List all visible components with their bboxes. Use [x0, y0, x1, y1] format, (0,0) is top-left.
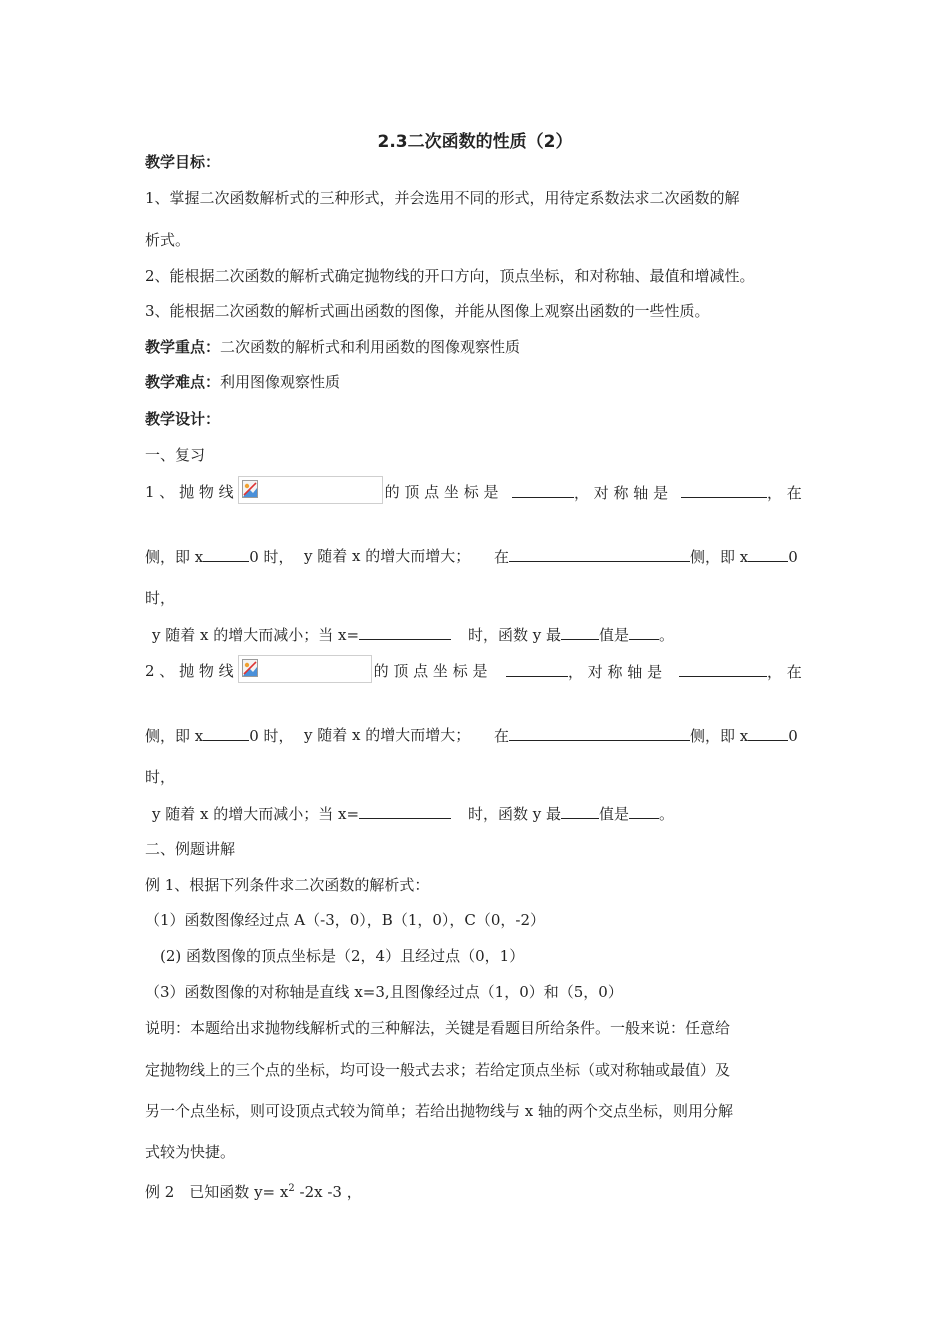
q2-vertex-blank[interactable]	[506, 661, 568, 677]
examples-heading: 二、例题讲解	[145, 840, 236, 858]
q1-sign-blank-1[interactable]	[203, 546, 249, 562]
note-line-1: 说明：本题给出求抛物线解析式的三种解法，关键是看题目所给条件。一般来说：任意给	[145, 1019, 731, 1037]
formula-image-2	[238, 655, 372, 683]
q2-axis-blank[interactable]	[679, 661, 767, 677]
design-heading: 教学设计：	[145, 410, 221, 428]
q2-x-blank[interactable]	[359, 803, 451, 819]
difficulty-label: 教学难点：	[145, 373, 221, 391]
note-line-3: 另一个点坐标，则可设顶点式较为简单；若给出抛物线与 x 轴的两个交点坐标，则用分解	[145, 1102, 733, 1120]
q1-increase: y 随着 x 的增大而增大；	[304, 547, 471, 565]
q2-side-b: 侧，即 x	[690, 727, 749, 745]
page-title: 2.3二次函数的性质（2）	[377, 132, 573, 152]
q2-value-is: 值是	[599, 805, 630, 823]
q1-side-blank[interactable]	[509, 546, 690, 562]
q1-at-word: 在	[494, 548, 510, 566]
q2-decrease-b: 时，函数 y 最	[468, 805, 562, 823]
q1-at: ， 在	[767, 484, 802, 502]
example-2-b: -2x -3 ，	[294, 1183, 362, 1201]
q1-extreme	[468, 624, 674, 645]
goal-3: 3、能根据二次函数的解析式画出函数的图像，并能从图像上观察出函数的一些性质。	[145, 302, 710, 320]
example-1-part-3: （3）函数图像的对称轴是直线 x=3,且图像经过点（1，0）和（5，0）	[145, 983, 623, 1001]
q2-value-blank[interactable]	[629, 803, 659, 819]
question-2-line-3	[152, 803, 451, 824]
example-2	[145, 1179, 362, 1202]
q2-when: 时，	[145, 768, 176, 786]
q1-vertex-blank[interactable]	[512, 482, 574, 498]
q1-value-is: 值是	[599, 626, 630, 644]
q2-period: 。	[659, 805, 675, 823]
q2-side-a: 侧，即 x	[145, 727, 204, 745]
goal-2: 2、能根据二次函数的解析式确定抛物线的开口方向，顶点坐标，和对称轴、最值和增减性。	[145, 267, 755, 285]
q1-prefix: 1 、 抛 物 线	[145, 483, 234, 501]
q2-tail	[506, 661, 662, 682]
goal-1-line-1: 1、掌握二次函数解析式的三种形式，并会选用不同的形式，用待定系数法求二次函数的解	[145, 189, 740, 207]
q2-sign-blank-1[interactable]	[203, 725, 249, 741]
q1-decrease-b: 时，函数 y 最	[468, 626, 562, 644]
broken-image-icon	[242, 659, 258, 677]
formula-image-1	[238, 476, 383, 504]
q2-extreme	[468, 803, 674, 824]
q1-period: 。	[659, 626, 675, 644]
q1-maxmin-blank[interactable]	[561, 624, 599, 640]
focus-label: 教学重点：	[145, 338, 221, 356]
q2-at: ， 在	[767, 663, 802, 681]
goal-1-line-2: 析式。	[145, 231, 191, 249]
q1-x-blank[interactable]	[359, 624, 451, 640]
q1-when: 时，	[145, 589, 176, 607]
q1-zero-when: 0 时，	[249, 548, 294, 566]
q1-value-blank[interactable]	[629, 624, 659, 640]
q2-zero: 0	[788, 727, 798, 745]
focus-text: 二次函数的解析式和利用函数的图像观察性质	[220, 338, 521, 356]
goals-heading: 教学目标：	[145, 153, 221, 171]
q2-axis-label: ， 对 称 轴 是	[568, 663, 663, 681]
example-1-part-1: （1）函数图像经过点 A（-3，0），B（1，0），C（0，-2）	[145, 911, 546, 929]
example-2-superscript: 2	[288, 1183, 295, 1194]
q2-maxmin-blank[interactable]	[561, 803, 599, 819]
q2-tail-2	[679, 661, 802, 682]
q1-tail	[512, 482, 668, 503]
q1-tail-2	[681, 482, 802, 503]
q1-vertex-label: 的 顶 点 坐 标 是	[384, 483, 499, 501]
q2-sign-blank-2[interactable]	[748, 725, 788, 741]
q1-side-b: 侧，即 x	[690, 548, 749, 566]
example-1-part-2: (2) 函数图像的顶点坐标是（2，4）且经过点（0，1）	[160, 947, 525, 965]
q2-decrease-a: y 随着 x 的增大而减小；当 x=	[152, 805, 360, 823]
question-1-line-2	[145, 546, 294, 567]
example-1: 例 1、根据下列条件求二次函数的解析式：	[145, 876, 430, 894]
q1-decrease-a: y 随着 x 的增大而减小；当 x=	[152, 626, 360, 644]
q1-zero: 0	[788, 548, 798, 566]
q2-at-word: 在	[494, 727, 510, 745]
broken-image-icon	[242, 480, 258, 498]
q1-sign-blank-2[interactable]	[748, 546, 788, 562]
difficulty-line	[145, 372, 340, 392]
q1-axis-blank[interactable]	[681, 482, 767, 498]
question-1-line-1	[145, 482, 498, 504]
question-1-line-3	[152, 624, 451, 645]
q2-vertex-label: 的 顶 点 坐 标 是	[373, 662, 488, 680]
difficulty-text: 利用图像观察性质	[220, 373, 341, 391]
q1-axis-label: ， 对 称 轴 是	[574, 484, 669, 502]
q2-zero-when: 0 时，	[249, 727, 294, 745]
example-2-a: 例 2 已知函数 y= x	[145, 1183, 289, 1201]
focus-line	[145, 337, 520, 357]
q2-right-part	[494, 725, 798, 746]
q1-right-part	[494, 546, 798, 567]
note-line-2: 定抛物线上的三个点的坐标，均可设一般式去求；若给定顶点坐标（或对称轴或最值）及	[145, 1061, 731, 1079]
q2-increase: y 随着 x 的增大而增大；	[304, 726, 471, 744]
question-2-line-1	[145, 661, 487, 683]
review-heading: 一、复习	[145, 446, 206, 464]
q2-prefix: 2 、 抛 物 线	[145, 662, 234, 680]
q1-side-a: 侧，即 x	[145, 548, 204, 566]
q2-side-blank[interactable]	[509, 725, 690, 741]
question-2-line-2	[145, 725, 294, 746]
note-line-4: 式较为快捷。	[145, 1143, 236, 1161]
